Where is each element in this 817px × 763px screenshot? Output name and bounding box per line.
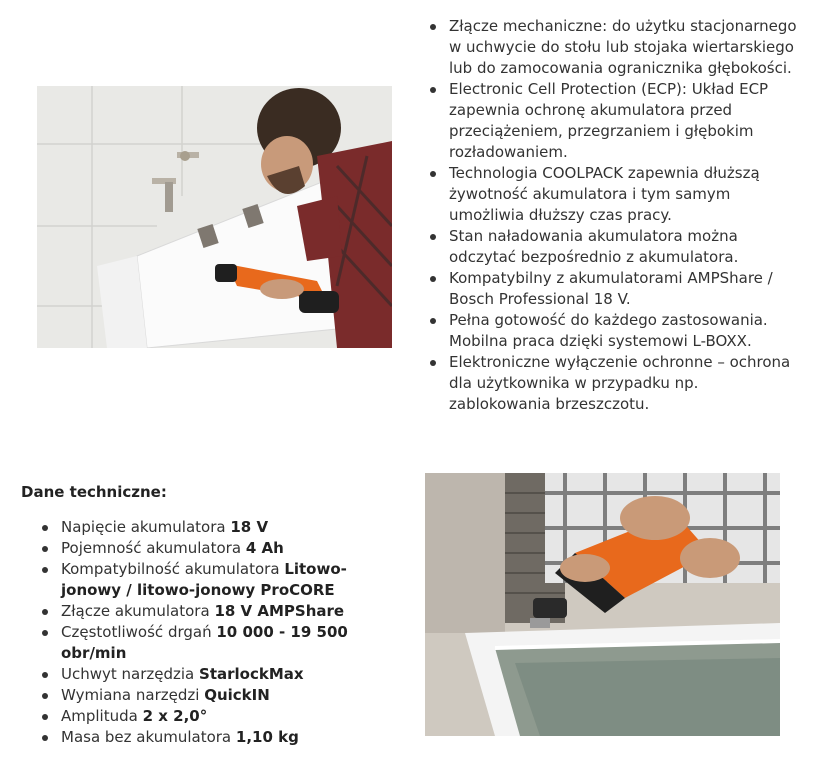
spec-item-frequency	[40, 622, 410, 664]
spec-item-connector	[40, 601, 410, 622]
feature-item: Elektroniczne wyłączenie ochronne – ochrona dla użytkownika w przypadku np. zablokowania brzeszczotu.	[428, 352, 798, 415]
spec-item-weight	[40, 727, 410, 748]
specs-title: Dane techniczne:	[21, 483, 167, 501]
spec-item-capacity	[40, 538, 410, 559]
spec-value: Litowo-jonowy / litowo-jonowy ProCORE	[61, 560, 347, 599]
spec-item-tool-holder	[40, 664, 410, 685]
spec-label: Pojemność akumulatora	[61, 539, 246, 557]
spec-label: Kompatybilność akumulatora	[61, 560, 285, 578]
spec-value: 2 x 2,0°	[142, 707, 208, 725]
product-photo-window-cut	[425, 473, 780, 736]
spec-value: 1,10 kg	[235, 728, 299, 746]
feature-item: Kompatybilny z akumulatorami AMPShare / Bosch Professional 18 V.	[428, 268, 798, 310]
specs-list	[40, 517, 410, 748]
spec-label: Wymiana narzędzi	[61, 686, 205, 704]
feature-list	[428, 16, 798, 415]
window-cut-illustration	[425, 473, 780, 736]
spec-label: Częstotliwość drgań	[61, 623, 217, 641]
spec-label: Masa bez akumulatora	[61, 728, 236, 746]
spec-label: Amplituda	[61, 707, 143, 725]
spec-value: 4 Ah	[245, 539, 284, 557]
spec-item-tool-change	[40, 685, 410, 706]
spec-item-voltage	[40, 517, 410, 538]
feature-item: Złącze mechaniczne: do użytku stacjonarnego w uchwycie do stołu lub stojaka wiertarskiego lub do zamocowania ogranicznika głębokości.	[428, 16, 798, 79]
feature-item: Electronic Cell Protection (ECP): Układ ECP zapewnia ochronę akumulatora przed przeciążeniem, przegrzaniem i głębokim rozładowaniem.	[428, 79, 798, 163]
spec-value: 18 V	[230, 518, 269, 536]
feature-item: Pełna gotowość do każdego zastosowania. Mobilna praca dzięki systemowi L-BOXX.	[428, 310, 798, 352]
feature-item: Stan naładowania akumulatora można odczytać bezpośrednio z akumulatora.	[428, 226, 798, 268]
spec-label: Złącze akumulatora	[61, 602, 215, 620]
cabinet-cut-illustration	[37, 86, 392, 348]
spec-item-compatibility	[40, 559, 351, 601]
spec-label: Uchwyt narzędzia	[61, 665, 200, 683]
spec-item-amplitude	[40, 706, 410, 727]
product-photo-cabinet-cut	[37, 86, 392, 348]
spec-value: StarlockMax	[199, 665, 304, 683]
spec-value: 18 V AMPShare	[214, 602, 345, 620]
feature-item: Technologia COOLPACK zapewnia dłuższą żywotność akumulatora i tym samym umożliwia dłuższy czas pracy.	[428, 163, 798, 226]
spec-label: Napięcie akumulatora	[61, 518, 231, 536]
spec-value: 10 000 - 19 500 obr/min	[61, 623, 348, 662]
spec-value: QuickIN	[204, 686, 270, 704]
